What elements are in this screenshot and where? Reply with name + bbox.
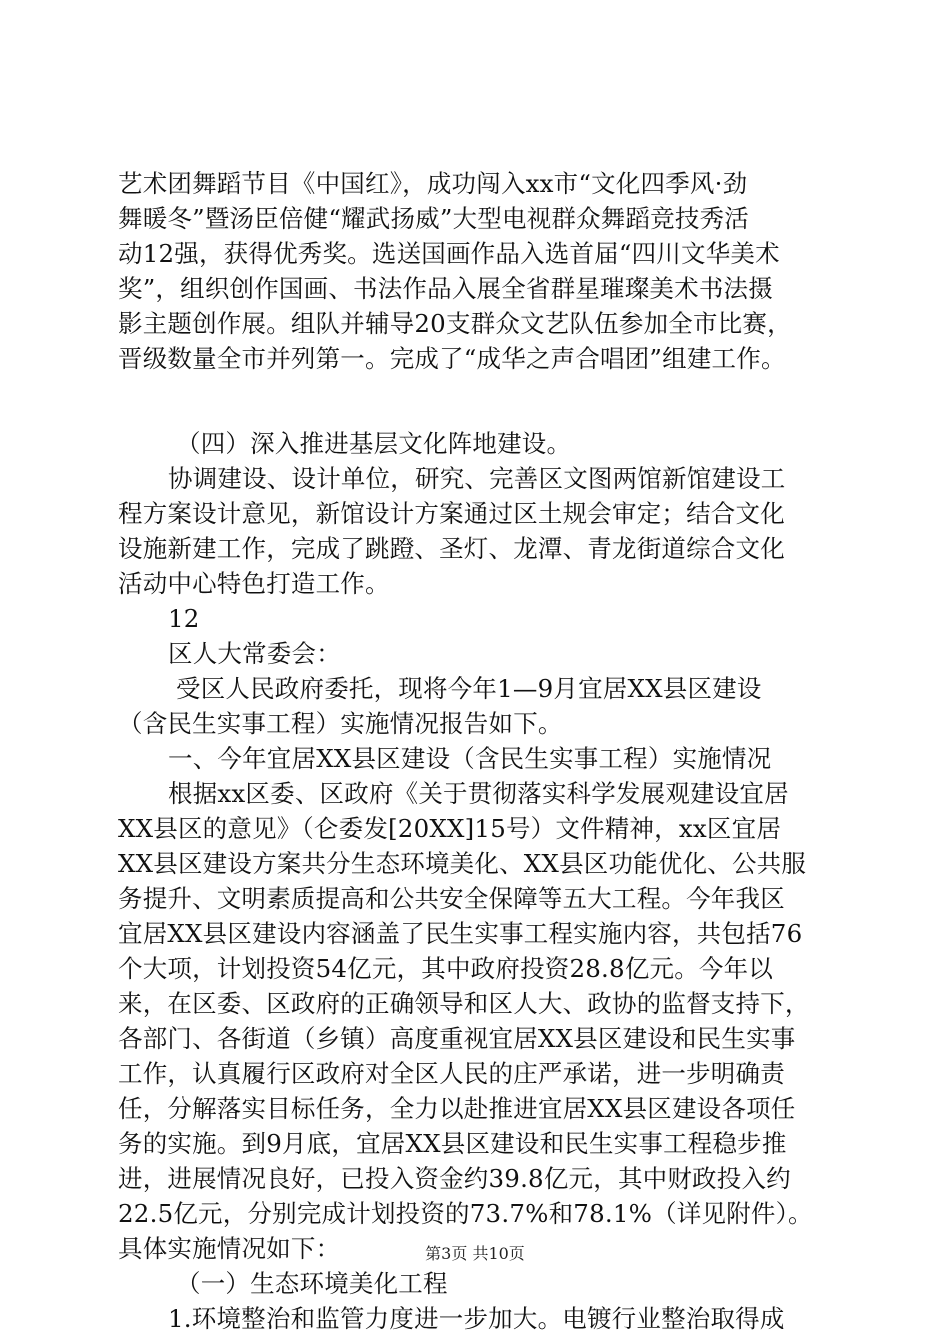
paragraph-line: 具体实施情况如下： — [118, 1234, 341, 1263]
paragraph-line: 任，分解落实目标任务，全力以赴推进宜居XX县区建设各项任 — [118, 1094, 796, 1123]
paragraph-line: 协调建设、设计单位，研究、完善区文图两馆新馆建设工 — [168, 464, 786, 493]
paragraph-line: 舞暖冬”暨汤臣倍健“耀武扬威”大型电视群众舞蹈竞技秀活 — [118, 204, 749, 233]
paragraph-line: 宜居XX县区建设内容涵盖了民生实事工程实施内容，共包括76 — [118, 919, 803, 948]
paragraph-line: 受区人民政府委托，现将今年1—9月宜居XX县区建设 — [176, 674, 762, 703]
paragraph-line: （含民生实事工程）实施情况报告如下。 — [118, 709, 563, 738]
paragraph-line: XX县区建设方案共分生态环境美化、XX县区功能优化、公共服 — [118, 849, 807, 878]
paragraph-line: 工作，认真履行区政府对全区人民的庄严承诺，进一步明确责 — [118, 1059, 785, 1088]
paragraph-line: 活动中心特色打造工作。 — [118, 569, 390, 598]
section-heading: 一、今年宜居XX县区建设（含民生实事工程）实施情况 — [168, 744, 772, 773]
paragraph-line: 艺术团舞蹈节目《中国红》，成功闯入xx市“文化四季风·劲 — [118, 169, 748, 198]
paragraph-line: 进，进展情况良好，已投入资金约39.8亿元，其中财政投入约 — [118, 1164, 791, 1193]
page-footer: 第3页 共10页 — [425, 1244, 525, 1263]
paragraph-line: 晋级数量全市并列第一。完成了“成华之声合唱团”组建工作。 — [118, 344, 786, 373]
salutation: 区人大常委会： — [168, 639, 341, 668]
paragraph-line: 奖”，组织创作国画、书法作品入展全省群星璀璨美术书法摄 — [118, 274, 773, 303]
paragraph-line: 个大项，计划投资54亿元，其中政府投资28.8亿元。今年以 — [118, 954, 774, 983]
paragraph-line: 务的实施。到9月底，宜居XX县区建设和民生实事工程稳步推 — [118, 1129, 787, 1158]
paragraph-line: 程方案设计意见，新馆设计方案通过区土规会审定；结合文化 — [118, 499, 785, 528]
paragraph-line: 各部门、各街道（乡镇）高度重视宜居XX县区建设和民生实事 — [118, 1024, 796, 1053]
paragraph-line: 影主题创作展。组队并辅导20支群众文艺队伍参加全市比赛， — [118, 309, 792, 338]
section-heading: （一）生态环境美化工程 — [176, 1269, 448, 1298]
paragraph-line: 设施新建工作，完成了跳蹬、圣灯、龙潭、青龙街道综合文化 — [118, 534, 785, 563]
document-body — [118, 166, 848, 1336]
paragraph-line: 根据xx区委、区政府《关于贯彻落实科学发展观建设宜居 — [168, 779, 789, 808]
paragraph-line: 来，在区委、区政府的正确领导和区人大、政协的监督支持下， — [118, 989, 810, 1018]
paragraph-line: 务提升、文明素质提高和公共安全保障等五大工程。今年我区 — [118, 884, 785, 913]
paragraph-line: XX县区的意见》（仑委发[20XX]15号）文件精神，xx区宜居 — [118, 814, 782, 843]
paragraph-line: 1.环境整治和监管力度进一步加大。电镀行业整治取得成 — [168, 1304, 785, 1333]
section-heading: （四）深入推进基层文化阵地建设。 — [176, 429, 572, 458]
paragraph-line: 22.5亿元，分别完成计划投资的73.7%和78.1%（详见附件）。 — [118, 1199, 813, 1228]
paragraph-gap — [118, 376, 848, 426]
paragraph-line: 动12强，获得优秀奖。选送国画作品入选首届“四川文华美术 — [118, 239, 780, 268]
page-marker: 12 — [168, 604, 200, 633]
